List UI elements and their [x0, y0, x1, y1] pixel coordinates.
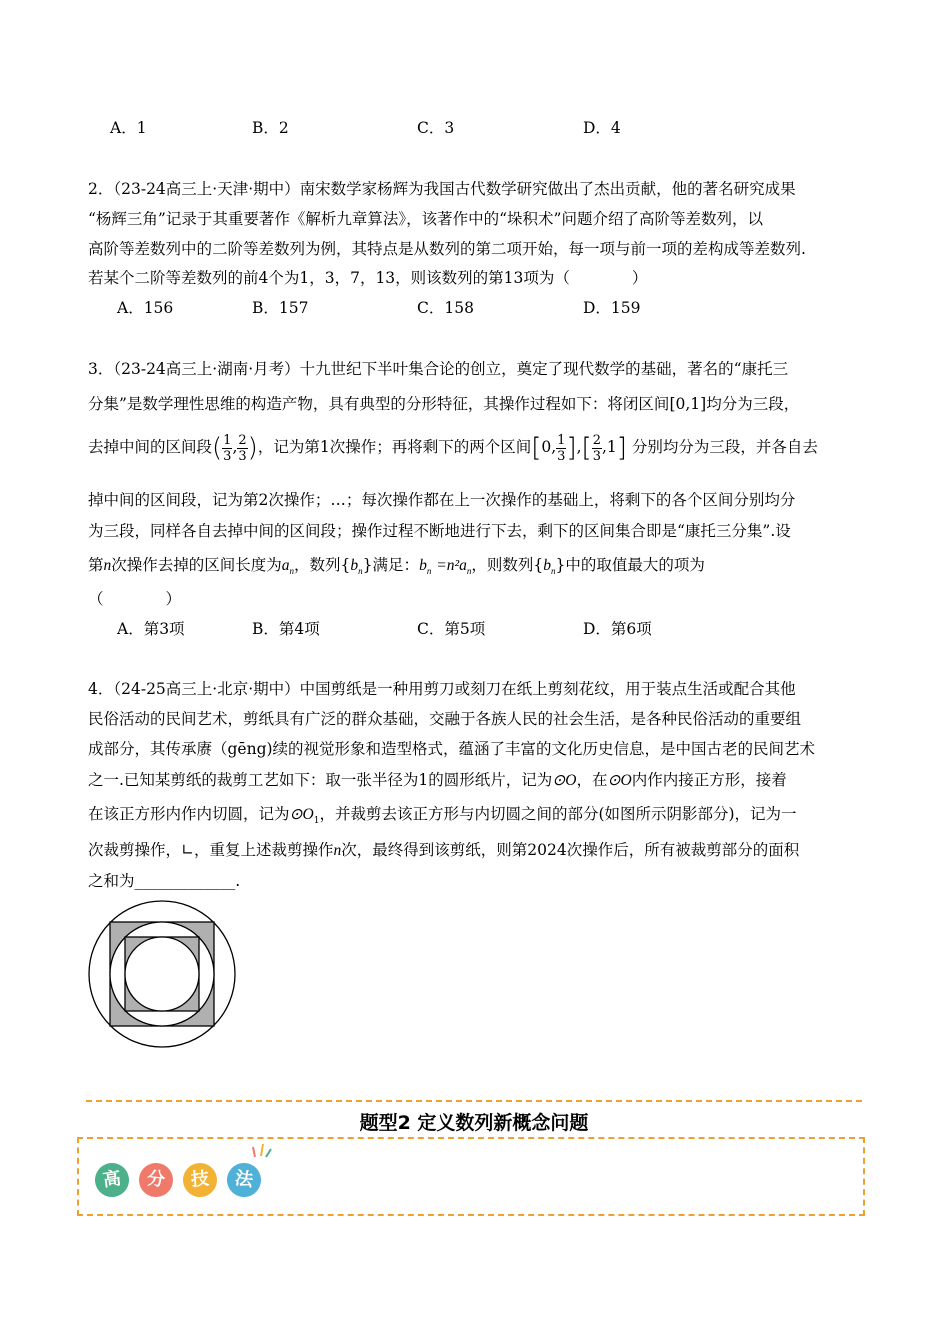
q4-line-1: 4．（24-25高三上·北京·期中）中国剪纸是一种用剪刀或刻刀在纸上剪刻花纹，用于装点生活或配合其他: [88, 680, 796, 698]
inner-circle: [125, 937, 199, 1011]
q3-line-3: 去掉中间的区间段( $\frac{1}{3}$ , $\frac{2}{3}$ )，记为第1次操作；再将剩下的两个区间[0, $\frac{1}{3}$ ],[ $\frac{2}{3}$ ,1] 分别均分为三段，并各自去: [88, 432, 818, 464]
q1-option-b[interactable]: B．2: [252, 119, 289, 137]
q2-option-c[interactable]: C．158: [417, 299, 474, 317]
q2-line-4: 若某个二阶等差数列的前4个为1，3，7，13，则该数列的第13项为（ ）: [88, 269, 648, 287]
q3-options: [0, 617, 950, 639]
q2-options: [0, 296, 950, 318]
section-header: [86, 1100, 862, 1135]
q3-option-d[interactable]: D．第6项: [583, 620, 652, 638]
q2-line-3: 高阶等差数列中的二阶等差数列为例，其特点是从数列的第二项开始，每一项与前一项的差构成等差数列.: [88, 240, 806, 258]
q4-line-2: 民俗活动的民间艺术，剪纸具有广泛的群众基础，交融于各族人民的社会生活，是各种民俗活动的重要组: [88, 710, 802, 728]
q4-line-6: 次裁剪操作，∟，重复上述裁剪操作n次，最终得到该剪纸，则第2024次操作后，所有被裁剪部分的面积: [88, 841, 800, 859]
q1-option-c[interactable]: C．3: [417, 119, 455, 137]
section-title: 题型2 定义数列新概念问题: [359, 1112, 589, 1134]
q3-line-2: 分集”是数学理性思维的构造产物，具有典型的分形特征，其操作过程如下：将闭区间[0,1]均分为三段，: [88, 395, 800, 413]
q1-option-d[interactable]: D．4: [583, 119, 621, 137]
q1-option-a[interactable]: A．1: [110, 119, 147, 137]
q1-options: [0, 116, 950, 138]
section-body-box: [77, 1137, 865, 1216]
frac-2-3: $\frac{2}{3}$: [238, 432, 247, 464]
q3-option-a[interactable]: A．第3项: [117, 620, 185, 638]
q4-line-3: 成部分，其传承赓（gēng)续的视觉形象和造型格式，蕴涵了丰富的文化历史信息，是中国古老的民间艺术: [88, 740, 816, 758]
q3-line-6: 第n次操作去掉的区间长度为$a_n$，数列$\{b_n\}$满足：$b_n =n^2a_n$，则数列$\{b_n\}$中的取值最大的项为: [88, 556, 705, 577]
q2-option-b[interactable]: B．157: [252, 299, 309, 317]
badge-gao: 高: [93, 1161, 131, 1199]
q4-line-5: 在该正方形内作内切圆，记为$⊙O_1$，并裁剪去该正方形与内切圆之间的部分(如图所示阴影部分)，记为一: [88, 805, 797, 827]
badge-fa: 法: [225, 1161, 263, 1199]
q3-option-c[interactable]: C．第5项: [417, 620, 486, 638]
q2-option-a[interactable]: A．156: [117, 299, 174, 317]
badge-fen: 分: [137, 1161, 174, 1198]
q4-line-4: 之一.已知某剪纸的裁剪工艺如下：取一张半径为1的圆形纸片，记为⊙O，在⊙O内作内接正方形，接着: [88, 771, 787, 789]
paper-cut-figure: [86, 898, 238, 1050]
q3-paren: （ ）: [88, 590, 182, 608]
q2-line-1: 2．（23-24高三上·天津·期中）南宋数学家杨辉为我国古代数学研究做出了杰出贡献，他的著名研究成果: [88, 180, 796, 198]
q3-option-b[interactable]: B．第4项: [252, 620, 320, 638]
q3-line-4: 掉中间的区间段，记为第2次操作；…；每次操作都在上一次操作的基础上，将剩下的各个区间分别均分: [88, 491, 796, 509]
frac-1-3: $\frac{1}{3}$: [223, 432, 232, 464]
q3-line-5: 为三段，同样各自去掉中间的区间段；操作过程不断地进行下去，剩下的区间集合即是“康托三分集”.设: [88, 522, 791, 540]
q2-line-2: “杨辉三角”记录于其重要著作《解析九章算法》，该著作中的“垛积术”问题介绍了高阶等差数列，以: [88, 210, 763, 228]
sparkle-icon: [251, 1141, 273, 1159]
q4-line-7: 之和为_____________.: [88, 872, 241, 890]
badge-ji: 技: [182, 1162, 219, 1199]
q3-line-1: 3．（23-24高三上·湖南·月考）十九世纪下半叶集合论的创立，奠定了现代数学的基础，著名的“康托三: [88, 360, 789, 378]
interval-0-1: [0,1]: [669, 395, 707, 413]
q2-option-d[interactable]: D．159: [583, 299, 641, 317]
